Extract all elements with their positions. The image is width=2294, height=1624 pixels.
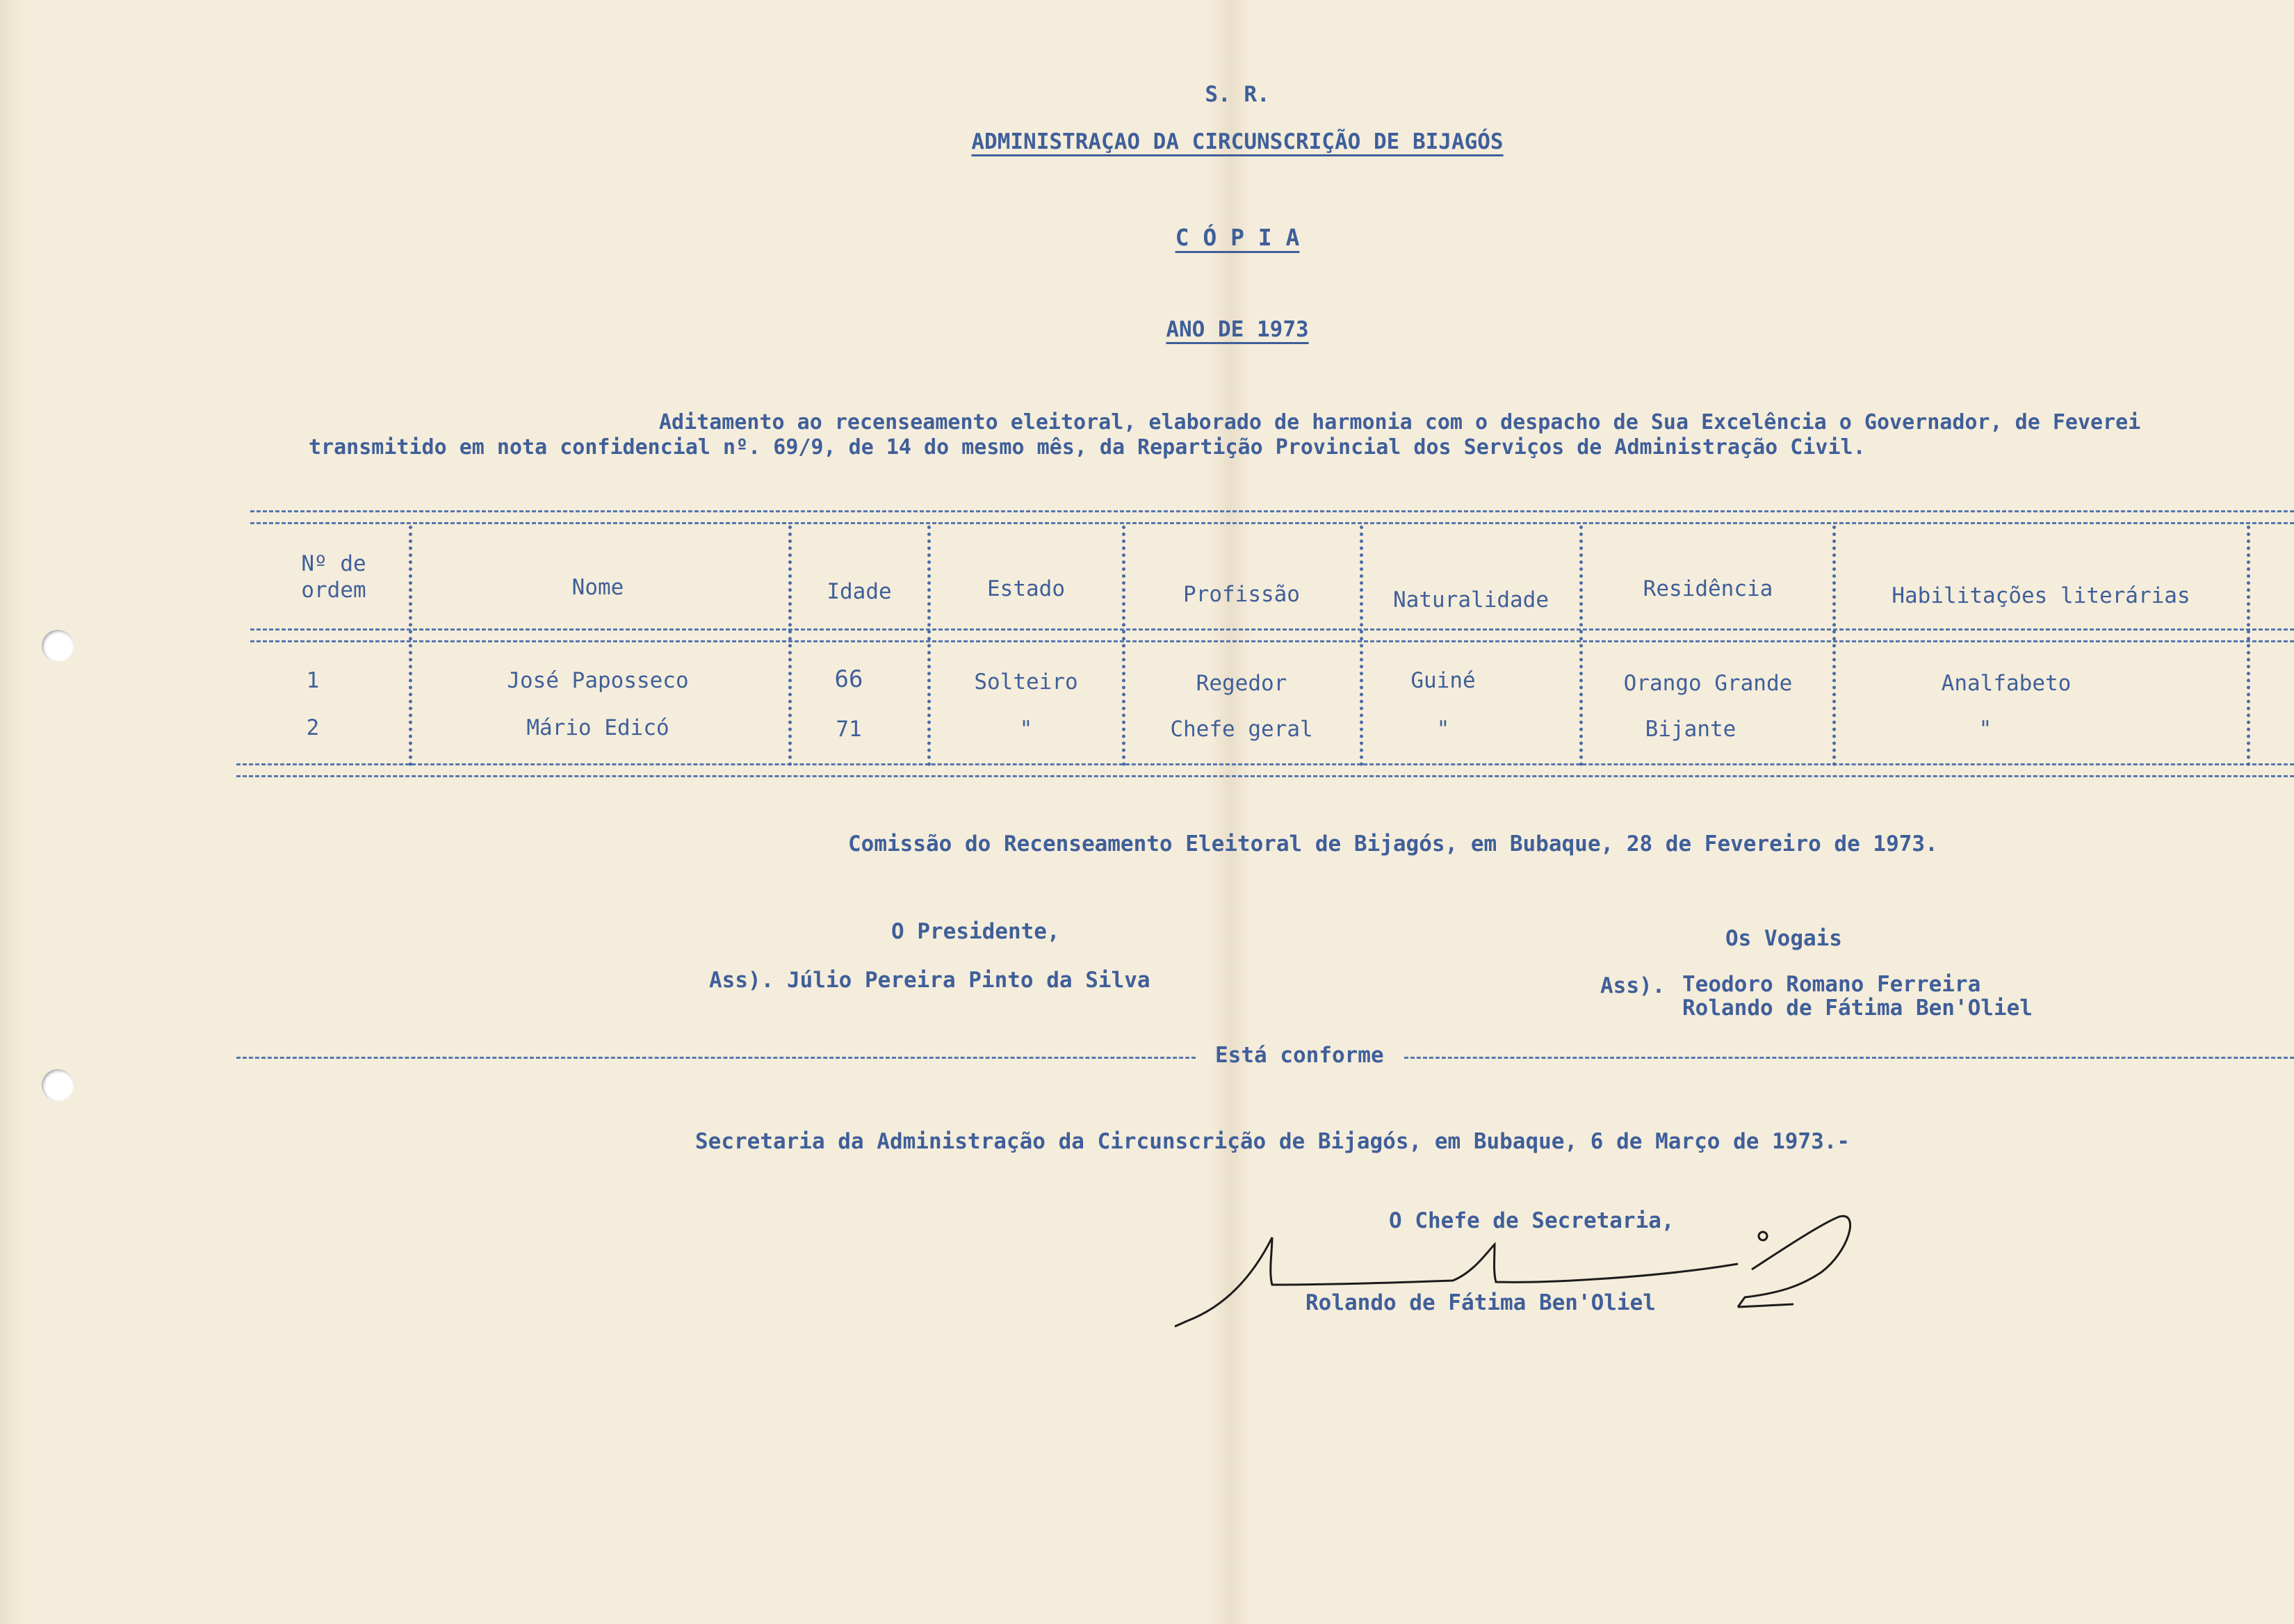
president-signed: Ass). Júlio Pereira Pinto da Silva	[709, 968, 1150, 993]
intro-line-1: Aditamento ao recenseamento eleitoral, elaborado de harmonia com o despacho de Sua Excelência o Governador, de Feverei	[659, 410, 2141, 435]
year-title: ANO DE 1973	[1166, 317, 1309, 342]
table-row-1-order: 1	[306, 668, 320, 693]
header-status: Estado	[987, 576, 1065, 601]
vogais-ass: Ass).	[1600, 973, 1666, 998]
chief-title: O Chefe de Secretaria,	[1389, 1208, 1675, 1233]
table-row-2-age: 71	[836, 717, 862, 742]
table-row-2-order: 2	[306, 715, 320, 740]
table-row-2-status: "	[1019, 717, 1033, 742]
intro-line-2: transmitido em nota confidencial nº. 69/9, de 14 do mesmo mês, da Repartição Provincial dos Serviços de Administração Civil.	[309, 435, 1866, 460]
header-profession: Profissão	[1183, 582, 1300, 607]
table-row-1-name: José Paposseco	[507, 668, 689, 693]
commission-statement: Comissão do Recenseamento Eleitoral de Bijagós, em Bubaque, 28 de Fevereiro de 1973.	[848, 831, 1938, 856]
president-title: O Presidente,	[891, 919, 1060, 944]
table-row-2-profession: Chefe geral	[1170, 717, 1313, 742]
copy-title: C Ó P I A	[1175, 224, 1300, 251]
vogais-title: Os Vogais	[1725, 926, 1842, 951]
conformity-label: Está conforme	[1215, 1043, 1384, 1068]
header-name: Nome	[571, 575, 624, 600]
header-age: Idade	[827, 579, 892, 604]
table-row-2-education: "	[1978, 717, 1992, 742]
header-order: Nº de ordem	[301, 551, 366, 603]
header-birthplace: Naturalidade	[1393, 587, 1549, 612]
table-row-2-name: Mário Edicó	[526, 715, 669, 740]
header-abbrev: S. R.	[1205, 82, 1270, 107]
vogal-1: Teodoro Romano Ferreira	[1682, 972, 1981, 997]
table-row-2-birthplace: "	[1436, 717, 1450, 742]
administration-title: ADMINISTRAÇAO DA CIRCUNSCRIÇÃO DE BIJAGÓS	[971, 129, 1504, 154]
table-row-2-residence: Bijante	[1645, 717, 1736, 742]
table-row-1-age: 66	[834, 665, 863, 693]
vogal-2: Rolando de Fátima Ben'Oliel	[1682, 996, 2033, 1021]
table-row-1-birthplace: Guiné	[1410, 668, 1476, 693]
chief-name: Rolando de Fátima Ben'Oliel	[1305, 1290, 1656, 1315]
secretariat-statement: Secretaria da Administração da Circunscrição de Bijagós, em Bubaque, 6 de Março de 1973.-	[695, 1129, 1850, 1154]
header-residence: Residência	[1643, 576, 1773, 601]
table-row-1-residence: Orango Grande	[1623, 671, 1793, 696]
header-education: Habilitações literárias	[1892, 583, 2190, 608]
table-row-1-status: Solteiro	[974, 669, 1078, 695]
table-row-1-profession: Regedor	[1196, 671, 1287, 696]
table-row-1-education: Analfabeto	[1941, 671, 2072, 696]
